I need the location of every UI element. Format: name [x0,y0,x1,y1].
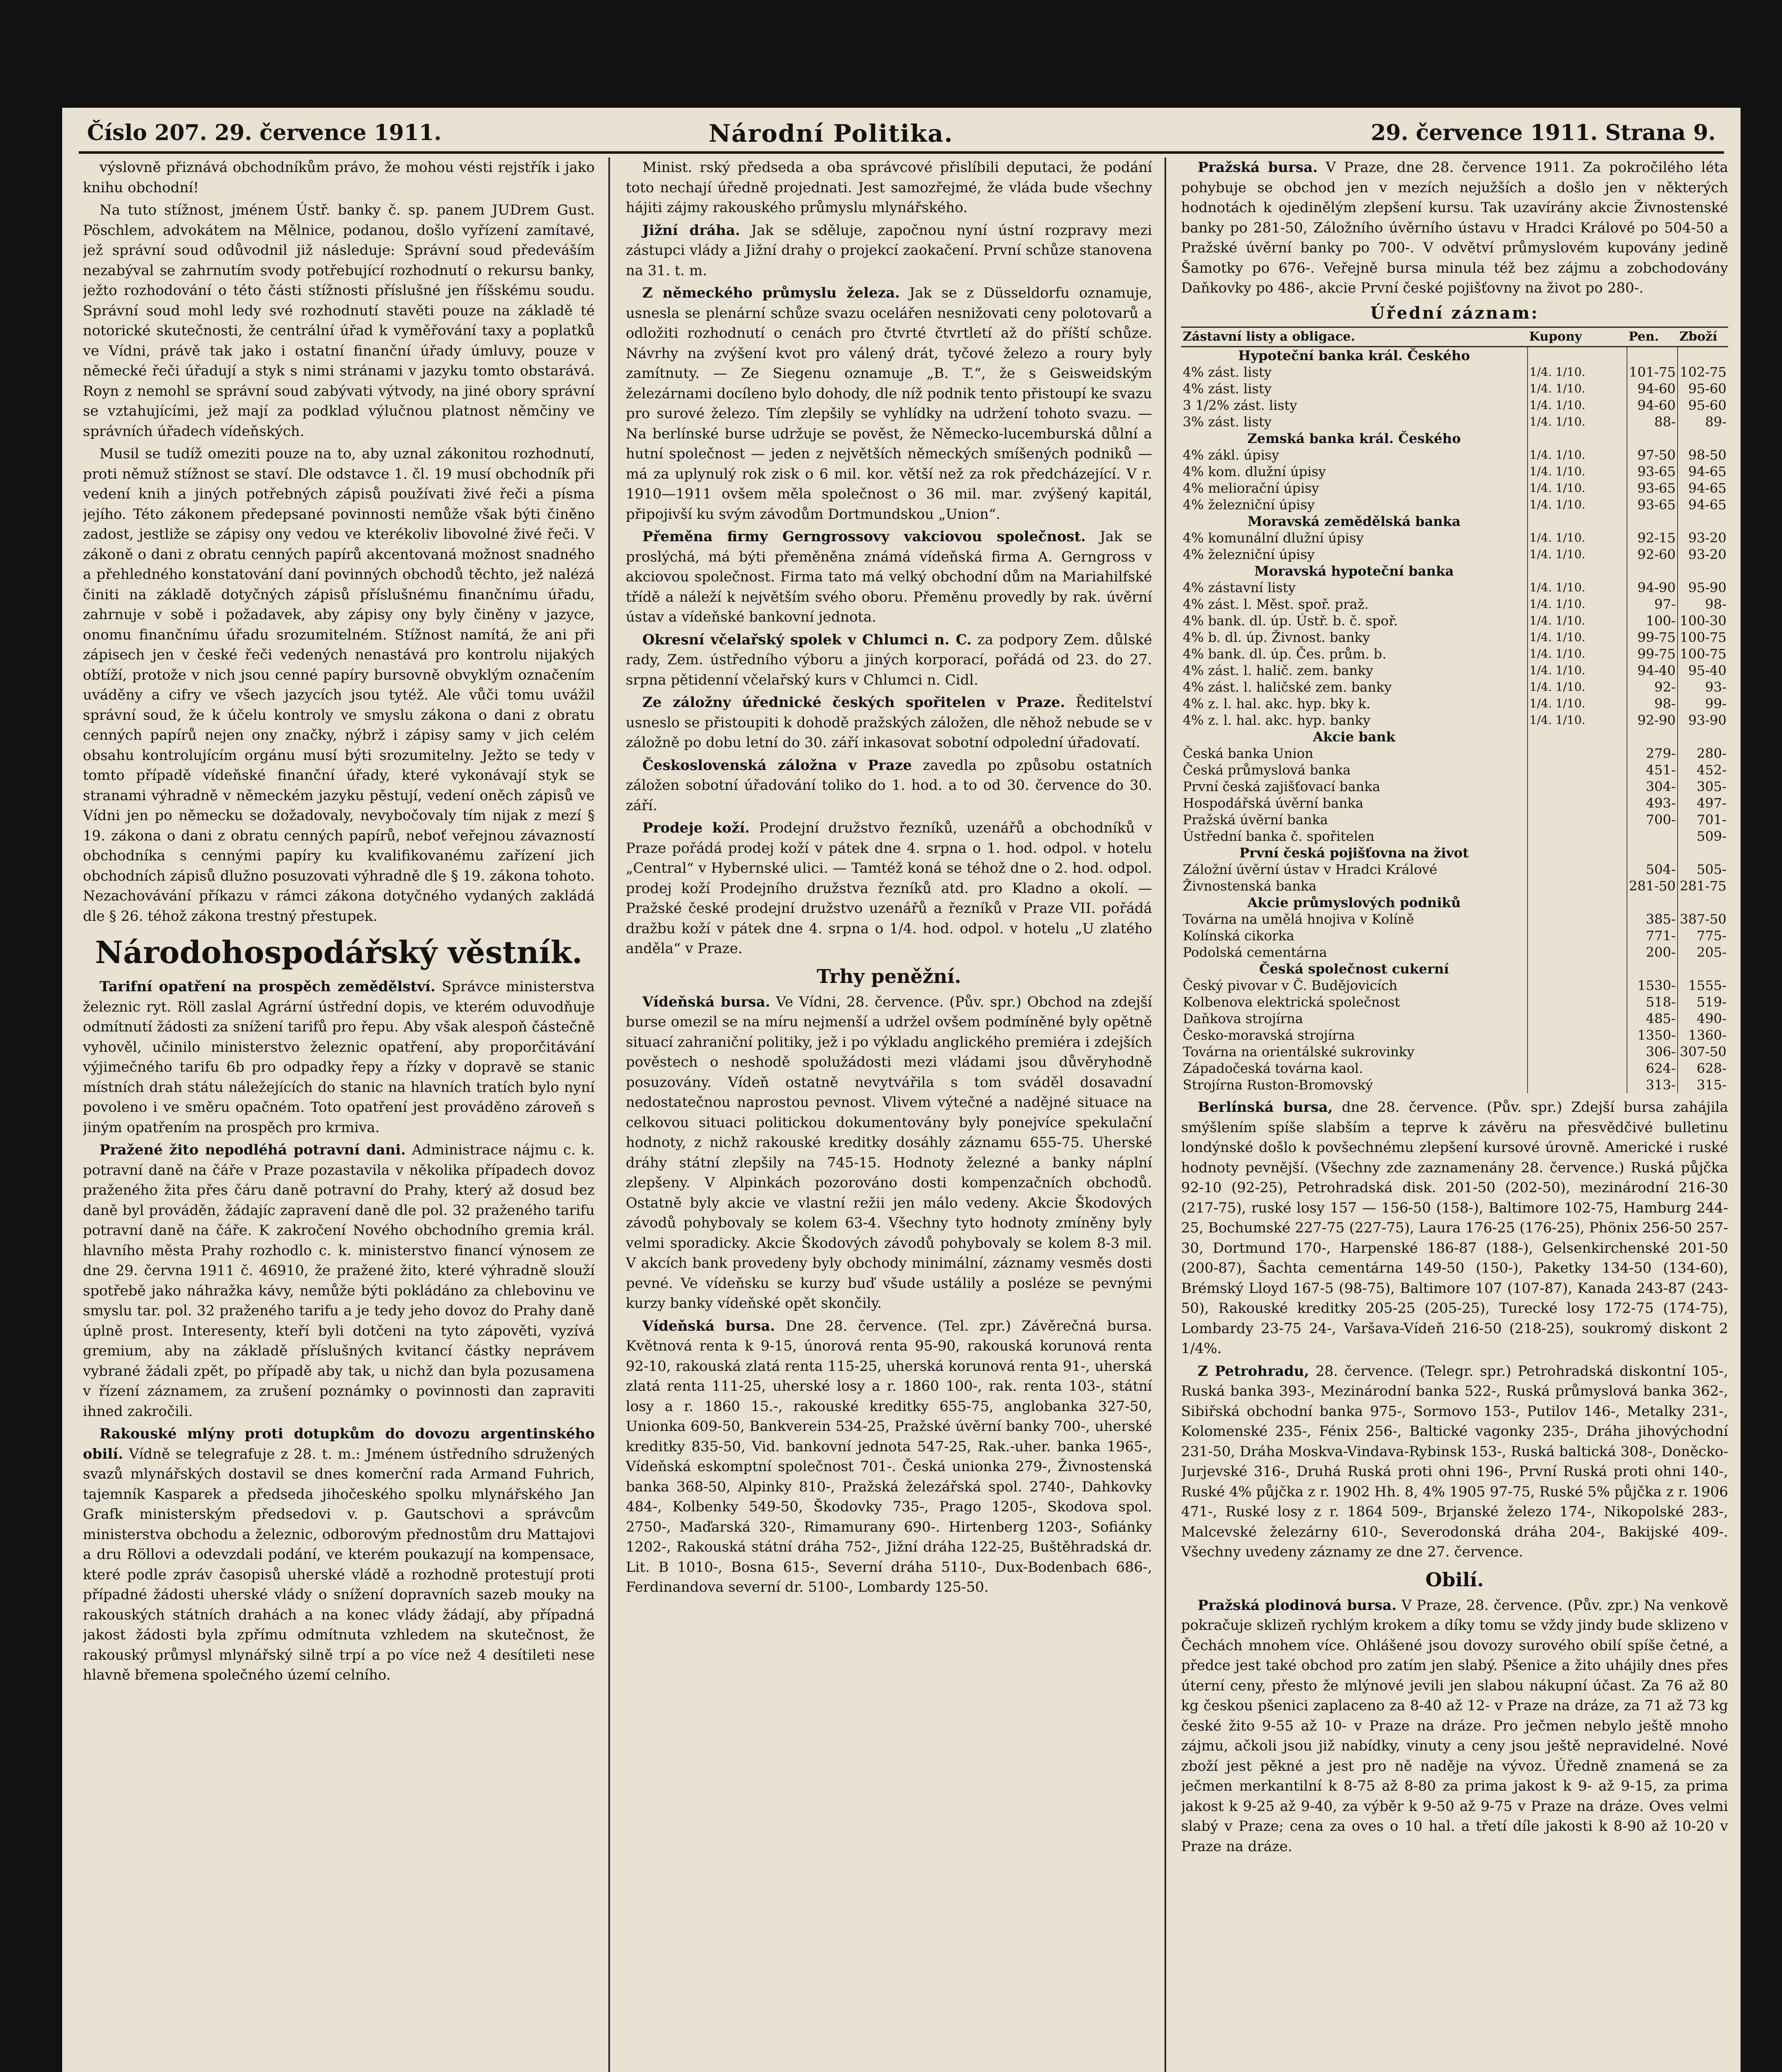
article-text: 28. července. (Telegr. spr.) Petrohradská diskontní 105-, Ruská banka 393-, Mezinárodní banka 522-, Ruská průmyslová banka 362-, Sibiřská obchodní banka 975-, Sormovo 153-, Putilov 146-, Metalky 231-, Kolomenské 235-, Fénix 256-, Baltické vagonky 235-, Dráha jihovýchodní 231-50, Dráha Moskva-Vindava-Rybinsk 153-, Ruská baltická 308-, Doněcko-Jurjevské 316-, Druhá Ruská proti ohni 196-, První Ruská proti ohni 140-, Ruské 4% půjčka z r. 1902 Hh. 8, 4% 1905 97-75, Ruské 5% půjčka z r. 1906 471-, Ruské losy z r. 1864 509-, Brjanské železo 174-, Nikopolské 283-, Malcevské železárny 610-, Severodonská dráha 204-, Bakijské 409-. Všechny uvedeny záznamy ze dne 27. července. [1181,1363,1728,1560]
table-row [1181,596,1728,612]
ask-cell: 93- [1678,679,1728,695]
ask-cell [1678,894,1728,911]
security-name-cell: 3% zást. listy [1183,414,1272,430]
ask-cell: 95-40 [1678,662,1728,679]
bid-cell: 771- [1627,927,1678,944]
bid-cell: 700- [1627,811,1678,828]
bid-cell [1627,430,1678,447]
bid-cell [1627,961,1678,977]
bid-cell: 504- [1627,861,1678,878]
coupon-cell [1528,977,1627,994]
article-lead: Československá záložna v Praze [642,757,912,774]
article-lead: Okresní včelařský spolek v Chlumci n. C. [642,631,972,648]
article-lead: Ze záložny úřednické českých spořitelen v Praze. [642,694,1065,711]
security-name-cell: 4% železniční úpisy [1183,547,1315,562]
column-1 [83,157,595,2072]
article-text: za podpory Zem. důlské rady, Zem. ústředního výboru a jiných korporací, pořádá od 23. do 27. srpna pětidenní včelařský kurs v Chlumci n. Cidl. [626,631,1152,688]
bid-cell [1627,828,1678,845]
coupon-cell: 1/4. 1/10. [1528,629,1627,646]
ask-cell: 1360- [1678,1027,1728,1043]
bid-cell: 518- [1627,994,1678,1010]
article-text: dne 28. července. (Pův. spr.) Zdejší bursa zahájila smýšlením spíše slabším a teprve k závěru na přesvědčivé bulletinu londýnské došlo k povšechnému zlepšení kursové úrovně. Americké i ruské hodnoty pevnější. (Všechny zde zaznamenány 28. července.) Ruská půjčka 92-10 (92-25), Petrohradská disk. 201-50 (202-50), mezinárodní 216-30 (217-75), ruské losy 157 — 156-50 (158-), Baltimore 102-75, Hamburg 244-25, Bochumské 227-75 (227-75), Laura 176-25 (176-25), Phönix 256-50 257-30, Dortmund 170-, Harpenské 186-87 (188-), Gelsenkirchenské 201-50 (200-87), Šachta cementárna 149-50 (150-), Paketky 134-50 (134-60), Brémský Lloyd 167-5 (98-75), Baltimore 107 (107-87), Kanada 243-87 (243-50), Rakouské kreditky 205-25 (205-25), Turecké losy 172-75 (174-75), Lombardy 23-75 24-, Varšava-Vídeň 216-50 (218-25), soukromý diskont 2 1/4%. [1181,1099,1728,1357]
security-name-cell: 4% zást. l. Měst. spoř. praž. [1183,596,1369,612]
security-name-cell: Česko-moravská strojírna [1183,1027,1355,1043]
ask-cell: 93-20 [1678,530,1728,546]
security-name-cell: Česká banka Union [1183,746,1313,761]
bid-cell: 493- [1627,795,1678,811]
bid-cell: 92- [1627,679,1678,695]
coupon-cell: 1/4. 1/10. [1528,530,1627,546]
ask-cell: 99- [1678,695,1728,712]
article-text: V Praze, dne 28. července 1911. Za pokročilého léta pohybuje se obchod jen v mezích nejužších a došlo jen v některých hodnotách k ojedinělým zlepšení kursu. Tak uzavírány akcie Živnostenské banky po 281-50, Záložního úvěrního ústavu v Hradci Králové po 504-50 a Pražské úvěrní banky po 700-. V odvětví průmyslovém kupovány jedině Šamotky po 676-. Veřejně bursa minula též bez zájmu a zobchodovány Daňkovky po 486-, akcie První české pojišťovny na život po 280-. [1181,159,1728,296]
article [626,692,1152,753]
coupon-cell [1528,845,1627,861]
paragraph: výslovně přiznává obchodníkům právo, že mohou vésti rejstřík i jako knihu obchodní! [83,159,595,196]
bid-cell: 94-90 [1627,579,1678,596]
coupon-cell [1528,894,1627,911]
table-row [1181,530,1728,546]
article-text: Jak se sděluje, započnou nyní ústní rozpravy mezi zástupci vlády a Jižní drahy o projekcí zaokačení. První schůze stanovena na 31. t. m. [626,222,1152,279]
header-rule [79,151,1724,154]
article-text: Jak se proslýchá, má býti přeměněna známá vídeňská firma A. Gerngross v akciovou společnost. Firma tato má velký obchodní dům na Mariahilfské třídě a náleží k největším svého oboru. Přeměnu provedly by rak. úvěrní ústav a vídeňské bankovní jednota. [626,528,1152,625]
table-row [1181,762,1728,778]
article-lead: Přeměna firmy Gerngrossovy vakciovou společnost. [642,528,1086,545]
bid-cell: 92-60 [1627,546,1678,563]
table-row [1181,977,1728,994]
coupon-cell [1528,795,1627,811]
article-lead: Pražská plodinová bursa. [1198,1597,1397,1614]
security-name-cell: 4% zást. listy [1183,381,1272,397]
ask-cell [1678,961,1728,977]
security-name-cell: Daňkova strojírna [1183,1011,1303,1026]
table-row [1181,927,1728,944]
coupon-cell [1528,861,1627,878]
column-header: Zboží [1678,327,1728,347]
article-text: Dne 28. července. (Tel. zpr.) Závěrečná bursa. Květnová renta k 9-15, únorová renta 95-90, rakouská korunová renta 92-10, rakouská zlatá renta 115-25, uherská korunová renta 91-, uherská zlatá renta 111-25, uherské losy a r. 1860 100-, rak. renta 103-, státní losy a r. 1860 15.-, rakouské kreditky 655-75, anglobanka 327-50, Unionka 609-50, Bankverein 534-25, Pražské úvěrní banky 700-, uherské kreditky 835-50, Vid. bankovní jednota 547-25, Rak.-uher. banka 1965-, Vídeňská eskomptní společnost 701-. Česká unionka 279-, Živnostenská banka 368-50, Alpinky 810-, Pražská železářská spol. 2740-, Dahkovky 484-, Kolbenky 549-50, Škodovky 735-, Prago 1205-, Skodova spol. 2750-, Maďarská 320-, Rimamurany 690-. Hirtenberg 1203-, Sofiánky 1202-, Rakouská státní dráha 752-, Jižní dráha 122-25, Buštěhradská dr. Lit. B 1010-, Bosna 615-, Severní dráha 5110-, Dux-Bodenbach 686-, Ferdinandova severní dr. 5100-, Lombardy 125-50. [626,1317,1152,1595]
article-lead: Vídeňská bursa. [642,993,770,1010]
article-text: Jak se z Düsseldorfu oznamuje, usnesla se plenární schůze svazu ocelářen nesnižovati ceny polotovarů a odložiti rozhodnutí o cenách pro čtvrté čtvrtletí až do příští schůze. Návrhy na zvýšení kvot pro válený drát, tyčové železo a roury byly zamítnuty. — Ze Siegenu oznamuje „B. T.“, že s Geisweidským železárnami docíleno bylo dohody, dle níž podnik tento přistoupí ke svazu pro surové železo. Tím zlepšily se vyhlídky na udržení tohoto svazu. — Na berlínské burse udržuje se pověst, že Německo-lucemburská důlní a hutní společnost — jeden z největších německých smíšených podniků — má za uplynulý rok zisk o 6 mil. kor. větší než za rok předcházející. V r. 1910—1911 ovšem měla společnost o 36 mil. mar. zvýšený kapitál, připojivší ku svým závodům Dortmundskou „Union“. [626,285,1152,523]
coupon-cell: 1/4. 1/10. [1528,397,1627,414]
issue-number: Číslo 207. 29. července 1911. [87,120,442,145]
ask-cell: 505- [1678,861,1728,878]
security-name-cell: 4% z. l. hal. akc. hyp. banky [1183,712,1370,728]
bid-cell: 451- [1627,762,1678,778]
ask-cell: 95-90 [1678,579,1728,596]
article-lead: Rakouské mlýny proti dotupkům do dovozu argentinského obilí. [83,1426,595,1462]
bid-cell: 97-50 [1627,447,1678,463]
ask-cell: 102-75 [1678,364,1728,380]
bid-cell [1627,347,1678,364]
bid-cell: 306- [1627,1043,1678,1060]
table-row [1181,911,1728,927]
article-text: Administrace nájmu c. k. potravní daně na čáře v Praze pozastavila v několika případech dovoz praženého žita přes čáru daně potravní do Prahy, který až dosud bez daně byl prováděn, žádajíc zapravení daně dle pol. 32 praženého tarifu potravní daně na čáře. K zakročení Nového obchodního gremia král. hlavního města Prahy rozhodlo c. k. ministerstvo financí výnosem ze dne 29. června 1911 č. 46910, že pražené žito, které výhradně slouží spotřebě jako náhražka kávy, nemůže býti pokládáno za chlebovinu ve smyslu tar. pol. 32 praženého tarifu a je tedy jeho dovoz do Prahy daně úplně prost. Interesenty, kteří byli dotčeni na tyto zápověti, vyzívá gremium, aby na základě příslušných kvitancí částky neprávem vybrané žádali zpět, po případě aby tak, u nichž dan byla pozusamena v řízení záznamem, za zrušení poznámky o povinnosti dan zapraviti ihned zakročili. [83,1142,595,1420]
article [626,527,1152,627]
article [626,755,1152,816]
table-row [1181,380,1728,397]
article-text: V Praze, 28. července. (Pův. zpr.) Na venkově pokračuje sklizeň rychlým krokem a díky tomu se vždy jindy bude sklizeno v Čechách mnohem více. Ohlášené jsou dovozy surového obilí spíše četné, a předce jest také obchod pro zatím jen slabý. Pšenice a žito uhájily dnes přes úterní ceny, přesto že mlýnové jevili jen slabou nákupní účast. Za 76 až 80 kg českou pšenici zaplaceno za 8-40 až 12- v Praze na dráze, za 71 až 73 kg české žito 9-55 až 10- v Praze na dráze. Pro ječmen nebylo ještě mnoho zájmu, ačkoli jsou již nabídky, vinuty a ceny jsou ještě nepravidelné. Nové zboží jest pěkné a jest pro ně naděje na vývoz. Úředně znamená se za ječmen merkantilní k 8-75 až 8-80 za prima jakost k 9- až 9-15, za prima jakost k 9-25 až 9-40, za výběr k 9-50 až 9-75 v Praze na dráze. Oves velmi slabý v Praze; cena za oves o 10 hal. a třetí díle jakosti k 8-90 až 10-20 v Praze na dráze. [1181,1597,1728,1855]
security-name-cell: 4% b. dl. úp. Živnost. banky [1183,629,1370,645]
bid-cell: 98- [1627,695,1678,712]
security-name-cell: Česká průmyslová banka [1183,762,1351,778]
column-header: Zástavní listy a obligace. [1181,327,1528,347]
bid-cell: 94-60 [1627,380,1678,397]
ask-cell: 95-60 [1678,380,1728,397]
rates-body [1181,347,1728,1094]
security-name-cell: Kolbenova elektrická společnost [1183,994,1400,1010]
security-name-cell: 4% z. l. hal. akc. hyp. bky k. [1183,696,1370,712]
coupon-cell [1528,1077,1627,1093]
coupon-cell [1528,927,1627,944]
article [626,630,1152,690]
section-title: Trhy peněžní. [816,965,961,988]
table-row [1181,778,1728,795]
bid-cell: 99-75 [1627,629,1678,646]
coupon-cell [1528,1027,1627,1043]
ask-cell: 98-50 [1678,447,1728,463]
article-lead: Pražská bursa. [1198,159,1318,176]
coupon-cell [1528,762,1627,778]
security-name-cell: Ústřední banka č. spořitelen [1183,828,1375,844]
column-2 [626,157,1152,2072]
table-row [1181,430,1728,447]
coupon-cell: 1/4. 1/10. [1528,463,1627,480]
security-name-cell: 4% zást. l. haličské zem. banky [1183,679,1392,695]
security-name-cell: Moravská zemědělská banka [1247,513,1461,529]
security-name-cell: První česká zajišťovací banka [1183,779,1380,794]
article-text: Prodejní družstvo řezníků, uzenářů a obchodníků v Praze pořádá prodej koží v pátek dne 4. srpna o 1. hod. odpol. v hotelu „Central“ v Hybernské ulici. — Tamtéž koná se téhož dne o 2. hod. odpol. prodej koží Prodejního družstva řezníků atd. pro Kladno a okolí. — Pražské české prodejní družstvo uzenářů a řezníků v Praze VII. pořádá dražbu koží v pátek dne 4. srpna o 1/4. hod. odpol. v hotelu „U zlatého anděla“ v Praze. [626,820,1152,957]
security-name-cell: 3 1/2% zást. listy [1183,397,1297,413]
coupon-cell [1528,729,1627,745]
article-lead: Z německého průmyslu železa. [642,285,900,301]
bid-cell: 624- [1627,1060,1678,1077]
security-name-cell: Moravská hypoteční banka [1254,563,1454,579]
security-name-cell: 4% zást. l. halič. zem. banky [1183,663,1373,678]
coupon-cell: 1/4. 1/10. [1528,447,1627,463]
security-name-cell: Továrna na umělá hnojiva v Kolíně [1183,911,1414,927]
security-name-cell: 4% bank. dl. úp. Ústř. b. č. spoř. [1183,613,1398,629]
coupon-cell: 1/4. 1/10. [1528,646,1627,662]
security-name-cell: 4% železniční úpisy [1183,497,1315,513]
table-row [1181,414,1728,430]
coupon-cell: 1/4. 1/10. [1528,612,1627,629]
table-header-row [1181,327,1728,347]
security-name-cell: Hospodářská úvěrní banka [1183,795,1363,811]
bid-cell: 93-65 [1627,463,1678,480]
table-row [1181,1010,1728,1027]
ask-cell: 94-65 [1678,480,1728,496]
section-title: Obilí. [1425,1568,1484,1591]
article [626,283,1152,524]
article [626,1316,1152,1598]
section-title: Národohospodářský věstník. [95,935,583,971]
security-name-cell: Strojírna Ruston-Bromovský [1183,1077,1373,1093]
table-row [1181,646,1728,662]
table-row [1181,513,1728,530]
coupon-cell: 1/4. 1/10. [1528,364,1627,380]
security-name-cell: Podolská cementárna [1183,944,1327,960]
article-text: zavedla po způsobu ostatních záložen sobotní úřadování toliko do 1. hod. a to od 30. července do 30. září. [626,757,1152,814]
exchange-rates-table [1181,327,1728,1093]
ask-cell: 94-65 [1678,496,1728,513]
bid-cell: 313- [1627,1077,1678,1093]
ask-cell [1678,430,1728,447]
bid-cell: 92-15 [1627,530,1678,546]
ask-cell: 490- [1678,1010,1728,1027]
ask-cell: 281-75 [1678,878,1728,894]
coupon-cell: 1/4. 1/10. [1528,414,1627,430]
table-row [1181,1060,1728,1077]
ask-cell: 94-65 [1678,463,1728,480]
article-lead: Pražené žito nepodléhá potravní dani. [99,1142,406,1158]
ask-cell: 452- [1678,762,1728,778]
coupon-cell [1528,430,1627,447]
ask-cell [1678,845,1728,861]
security-name-cell: 4% zástavní listy [1183,580,1296,595]
coupon-cell: 1/4. 1/10. [1528,480,1627,496]
article-text: Vídně se telegrafuje z 28. t. m.: Jménem ústředního sdružených svazů mlynářských dostavil se dnes komerční rada Armand Fuhrich, tajemník Kasparek a předseda jihočeského spolku mlynářského Jan Grafk ministerským předsedovi v. p. Gautschovi a správcům ministerstva obchodu a železnic, odborovým přednostům dru Mattajovi a dru Röllovi a odevzdali podání, ve kterém poukazují na kompensace, které podle zpráv časopisů uherské vládě a rozhodně protestují proti případné žádosti uherské vlády o snížení dopravních sazeb mouky na rakouských státních drahách a na konec vlády žádají, aby případná jakost žádosti byla zpřímu odmítnuta vzhledem na skutečnost, že rakouský průmysl mlynářský silně trpí a po více než 4 desítileti nese hlavně břemena společného území celního. [83,1445,595,1683]
security-name-cell: Továrna na orientálské sukrovinky [1183,1044,1415,1060]
security-name-cell: Český pivovar v Č. Budějovicích [1183,978,1397,993]
table-row [1181,463,1728,480]
security-name-cell: Akcie bank [1313,729,1395,745]
coupon-cell [1528,778,1627,795]
security-name-cell: První česká pojišťovna na život [1239,845,1469,861]
security-name-cell: 4% zákl. úpisy [1183,447,1279,463]
article [1181,1595,1728,1857]
security-name-cell: 4% bank. dl. úp. Čes. prům. b. [1183,646,1387,662]
bid-cell: 1350- [1627,1027,1678,1043]
bid-cell: 485- [1627,1010,1678,1027]
paragraph: Musil se tudíž omeziti pouze na to, aby uznal zákonitou rozhodnutí, proti němuž stížnost se staví. Dle odstavce 1. čl. 19 musí obchodník při vedení knih a jiných potřebných zápisů používati živé řeči a písma jejího. Této zákonem předepsané povinnosti nemůže však býti činěno zadost, jestliže se zápisy ony vedou ve kterékoliv libovolné živé řeči. V zákoně o dani z obratu cenných papírů akcentovaná možnost snadného a přehledného konstatování daní povinných obchodů těchto, jež nalézá činiti na základě dotyčných zápisů příslušnému finančnímu úřadu, zahrnuje v sobě i požadavek, aby zápisy ony byly činěny v jazyce, onomu finančnímu úřadu srozumitelném. Stížnost namítá, že ani při zápisech jen v české řeči vedených nenastává pro kontrolu nijakých obtíží, protože v nich jsou cenné papíry bursovně obvyklým označením uváděny a cifry ve všech jazycích jsou tytéž. Ale vůči tomu uvážil správní soud, že k účelu kontroly ve smyslu zákona o dani z obratu cenných papírů nejen ony značky, nýbrž i zápisy samy v jich celém obsahu kontrolujícím orgánu musí býti srozumitelny. Ježto se tedy v tomto případě vídeňské finanční úřady, které vykonávají styk se stranami výhradně v německém jazyku pěstují, vedení oněch zápisů ve Vídni jen po německu se dožadovaly, nevybočovaly tím nijak z mezí § 19. zákona o dani z obratu cenných papírů, neboť veřejnou závazností obchodníka s cennými papíry ku kvalifikovanému zařízení jich obchodních zápisů dlužno posuzovati výhradně dle § 19. zákona tohoto. Nezachovávání příkazu v rámci zákona dotyčného vydaných zakládá dle § 26. téhož zákona trestný přestupek. [83,445,595,925]
security-name-cell: Hypoteční banka král. Českého [1238,348,1470,363]
ask-cell: 98- [1678,596,1728,612]
table-row [1181,629,1728,646]
article [83,1424,595,1685]
article-lead: Prodeje koží. [642,820,750,836]
security-name-cell: Akcie průmyslových podniků [1247,895,1461,910]
ask-cell: 519- [1678,994,1728,1010]
coupon-cell [1528,944,1627,961]
bid-cell [1627,513,1678,530]
ask-cell [1678,729,1728,745]
coupon-cell [1528,1060,1627,1077]
ask-cell: 497- [1678,795,1728,811]
table-row [1181,695,1728,712]
table-row [1181,1027,1728,1043]
bid-cell: 93-65 [1627,480,1678,496]
table-row [1181,496,1728,513]
coupon-cell [1528,911,1627,927]
coupon-cell: 1/4. 1/10. [1528,380,1627,397]
paragraph: Na tuto stížnost, jménem Ústř. banky č. sp. panem JUDrem Gust. Pöschlem, advokátem na Mělnice, podanou, došlo vyřízení zamítavé, jež správní soud odůvodnil již následuje: Správní soud předeváším nezabýval se zahrnutím svody potřebující rozhodnutí o rekursu banky, ježto rozhodování o této části stížnosti příslušné jen říšskému soudu. Správní soud mohl ledy své rozhodnutí stavěti pouze na základě té notorické skutečnosti, že centrální úřad k vyměřování taxy a poplatků ve Vídni, právě tak jako i ostatní finanční úřady úmluvy, pouze v německé řeči úřadují a styk s nimi stránami v jazyku tomto obstarává. Royn z nemohl se správní soud zabývati výtvody, na jiné obory správní se vztahujícími, jež mají za podklad výlučnou platnost němčiny ve správních úřadech vídeňských. [83,202,595,440]
article-text: Ve Vídni, 28. července. (Pův. spr.) Obchod na zdejší burse omezil se na míru nejmenší a udržel ovšem podmíněné byly opětně situací zahraniční politiky, jež i po výkladu anglického premiéra i zdejších pověstech o neshodě spolužádosti mezi vládami jsou důvěryhodně posuzovány. Vídeň ostatně nevytvářila s tom sváděl dosavadní nedostatečnou naprostou pevnost. Vlivem výtečné a nadějné situace na celkovou situaci politickou dokumentovány byly ponejvíce spekulační hodnoty, z nichž rakouské kreditky dosáhly záznamu 655-75. Uherské dráhy státní zlepšily na 745-15. Hodnoty železné a banky náplní zlepšeny. V Alpinkách pozorováno dosti kompenzačních obchodů. Ostatně byly akcie ve vlastní režii jen málo vedeny. Akcie Škodových závodů pohybovaly se kolem 63-4. Všechny tyto hodnoty zmíněny byly velmi sporadicky. Akcie Škodových závodů pohybovaly se kolem 8-3 mil. V akcích bank provedeny byly obchody minimální, záznamy vesměs dosti pevné. Ve vídeňsku se kurzy buď všude ustálily a posléze se pevnými kurzy banky vídeňské opět skončily. [626,993,1152,1312]
table-row [1181,994,1728,1010]
ask-cell [1678,347,1728,364]
coupon-cell [1528,961,1627,977]
table-row [1181,961,1728,977]
security-name-cell: 4% zást. listy [1183,364,1272,380]
bid-cell: 200- [1627,944,1678,961]
article-lead: Tarifní opatření na prospěch zemědělství. [99,978,436,995]
coupon-cell [1528,513,1627,530]
ask-cell: 315- [1678,1077,1728,1093]
ask-cell: 387-50 [1678,911,1728,927]
ask-cell [1678,513,1728,530]
bid-cell: 93-65 [1627,496,1678,513]
article [83,977,595,1138]
table-row [1181,679,1728,695]
bid-cell: 100- [1627,612,1678,629]
security-name-cell: Západočeská továrna kaol. [1183,1060,1363,1076]
bid-cell: 281-50 [1627,878,1678,894]
table-row [1181,480,1728,496]
ask-cell [1678,563,1728,579]
bid-cell: 1530- [1627,977,1678,994]
table-row [1181,1077,1728,1093]
article-lead: Jižní dráha. [642,222,740,239]
ask-cell: 280- [1678,745,1728,762]
column-divider [1165,157,1166,2072]
table-row [1181,828,1728,845]
article [1181,1361,1728,1562]
article-lead: Berlínská bursa, [1198,1099,1333,1116]
bid-cell: 94-40 [1627,662,1678,679]
ask-cell: 100-75 [1678,646,1728,662]
table-row [1181,878,1728,894]
ask-cell: 93-20 [1678,546,1728,563]
coupon-cell: 1/4. 1/10. [1528,712,1627,729]
bid-cell: 97- [1627,596,1678,612]
article [626,220,1152,281]
ask-cell: 628- [1678,1060,1728,1077]
coupon-cell: 1/4. 1/10. [1528,596,1627,612]
ask-cell: 509- [1678,828,1728,845]
bid-cell: 279- [1627,745,1678,762]
page-date-number: 29. července 1911. Strana 9. [1370,120,1716,145]
article [83,1140,595,1421]
paragraph: Minist. rský předseda a oba správcové přislíbili deputaci, že podání toto nechají úředně projednati. Jest samozřejmé, že vláda bude všechny hájiti zájmy rakouského průmyslu mlynářského. [626,159,1152,216]
bid-cell: 92-90 [1627,712,1678,729]
bid-cell: 385- [1627,911,1678,927]
ask-cell: 305- [1678,778,1728,795]
coupon-cell [1528,811,1627,828]
newspaper-page [62,108,1741,2072]
table-row [1181,1043,1728,1060]
table-row [1181,795,1728,811]
security-name-cell: Pražská úvěrní banka [1183,812,1328,828]
coupon-cell: 1/4. 1/10. [1528,546,1627,563]
article [1181,157,1728,298]
ask-cell: 701- [1678,811,1728,828]
table-row [1181,712,1728,729]
ask-cell: 1555- [1678,977,1728,994]
column-header: Kupony [1528,327,1627,347]
ask-cell: 100-30 [1678,612,1728,629]
coupon-cell [1528,878,1627,894]
coupon-cell [1528,347,1627,364]
table-row [1181,894,1728,911]
table-row [1181,745,1728,762]
security-name-cell: 4% komunální dlužní úpisy [1183,530,1364,546]
table-row [1181,447,1728,463]
ask-cell: 775- [1678,927,1728,944]
bid-cell: 88- [1627,414,1678,430]
table-row [1181,861,1728,878]
bid-cell [1627,894,1678,911]
article-text: Ředitelství usneslo se přistoupiti k dohodě pražských záložen, dle něhož nebude se v záložně po dobu letní do 30. září inkasovat sobotní odpolední úřadovatí. [626,694,1152,751]
security-name-cell: 4% meliorační úpisy [1183,480,1320,496]
ask-cell: 307-50 [1678,1043,1728,1060]
bid-cell: 101-75 [1627,364,1678,380]
ask-cell: 100-75 [1678,629,1728,646]
security-name-cell: Zemská banka král. Českého [1247,431,1461,446]
coupon-cell [1528,563,1627,579]
bid-cell [1627,563,1678,579]
table-row [1181,347,1728,364]
coupon-cell: 1/4. 1/10. [1528,695,1627,712]
article-lead: Z Petrohradu, [1198,1363,1309,1380]
table-row [1181,845,1728,861]
table-row [1181,944,1728,961]
column-header: Pen. [1627,327,1678,347]
ask-cell: 89- [1678,414,1728,430]
coupon-cell [1528,994,1627,1010]
coupon-cell [1528,745,1627,762]
security-name-cell: Kolínská cikorka [1183,928,1295,944]
bid-cell: 304- [1627,778,1678,795]
article [1181,1097,1728,1359]
bid-cell: 94-60 [1627,397,1678,414]
coupon-cell: 1/4. 1/10. [1528,496,1627,513]
coupon-cell [1528,828,1627,845]
security-name-cell: 4% kom. dlužní úpisy [1183,464,1326,479]
coupon-cell: 1/4. 1/10. [1528,679,1627,695]
page-header [62,108,1741,157]
ask-cell: 95-60 [1678,397,1728,414]
column-3 [1181,157,1728,2072]
table-title: Úřední záznam: [1370,303,1539,323]
bid-cell [1627,729,1678,745]
table-row [1181,364,1728,380]
article-lead: Vídeňská bursa. [642,1317,775,1334]
table-row [1181,662,1728,679]
coupon-cell [1528,1010,1627,1027]
coupon-cell: 1/4. 1/10. [1528,579,1627,596]
table-row [1181,729,1728,745]
coupon-cell [1528,1043,1627,1060]
article-text: Správce ministerstva železnic ryt. Röll zaslal Agrární ústřední dopis, ve kterém oduvodňuje odmítnutí žádosti za snížení tarifů pro řepu. Aby však alespoň částečně vyhověl, učinilo ministerstvo železnic opatření, aby proporčitávání výjimečného tarifu 6b pro odpadky řepy a řízky v dopravě se stanic místních drah státu náležejících do stanic na hlavních tratích bylo nyní povoleno i ve směru opačném. Toto opatření jest prováděno zároveň s jiným opatřením na prospěch pro krmiva. [83,978,595,1136]
security-name-cell: Živnostenská banka [1183,878,1317,894]
article [626,992,1152,1314]
column-divider [608,157,610,2072]
coupon-cell: 1/4. 1/10. [1528,662,1627,679]
article [626,818,1152,959]
table-row [1181,811,1728,828]
table-row [1181,579,1728,596]
bid-cell: 99-75 [1627,646,1678,662]
security-name-cell: Česká společnost cukerní [1259,961,1449,977]
bid-cell [1627,845,1678,861]
table-row [1181,397,1728,414]
masthead-title: Národní Politika. [709,119,954,148]
table-row [1181,563,1728,579]
security-name-cell: Záložní úvěrní ústav v Hradci Králové [1183,862,1437,877]
ask-cell: 205- [1678,944,1728,961]
table-row [1181,612,1728,629]
ask-cell: 93-90 [1678,712,1728,729]
table-row [1181,546,1728,563]
